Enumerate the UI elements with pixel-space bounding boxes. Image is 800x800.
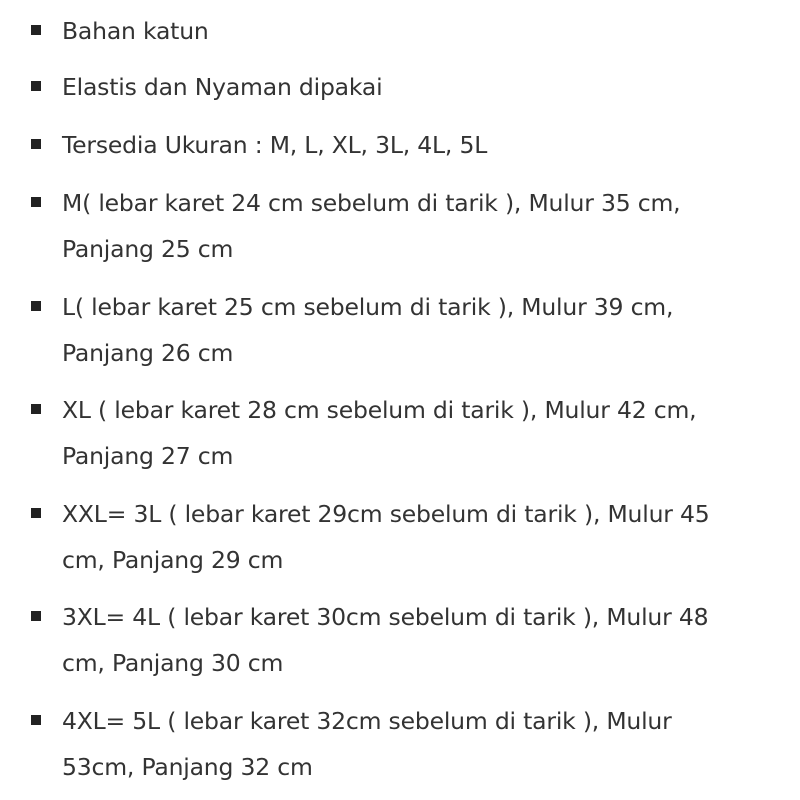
list-item-line: XL ( lebar karet 28 cm sebelum di tarik ), Mulur 42 cm, xyxy=(62,396,697,424)
list-item-line: M( lebar karet 24 cm sebelum di tarik ), Mulur 35 cm, xyxy=(62,189,681,217)
list-item-line: XXL= 3L ( lebar karet 29cm sebelum di tarik ), Mulur 45 xyxy=(62,500,710,528)
list-item-line: 4XL= 5L ( lebar karet 32cm sebelum di tarik ), Mulur xyxy=(62,707,672,735)
list-item-line: 53cm, Panjang 32 cm xyxy=(62,753,313,781)
list-item-text xyxy=(62,64,762,110)
list-item-line: cm, Panjang 30 cm xyxy=(62,649,284,677)
list-item-line: cm, Panjang 29 cm xyxy=(62,546,284,574)
list-item-text xyxy=(62,698,762,790)
list-item-line: Panjang 27 cm xyxy=(62,442,234,470)
list-item-line: Elastis dan Nyaman dipakai xyxy=(62,73,383,101)
square-bullet-icon xyxy=(31,25,41,35)
list-item-line: Tersedia Ukuran : M, L, XL, 3L, 4L, 5L xyxy=(62,131,488,159)
square-bullet-icon xyxy=(31,139,41,149)
list-item-text xyxy=(62,491,762,583)
square-bullet-icon xyxy=(31,508,41,518)
list-item-line: Bahan katun xyxy=(62,17,209,45)
list-item-text xyxy=(62,180,762,272)
list-item-text xyxy=(62,387,762,479)
square-bullet-icon xyxy=(31,301,41,311)
list-item-line: Panjang 26 cm xyxy=(62,339,234,367)
square-bullet-icon xyxy=(31,404,41,414)
list-item-line: 3XL= 4L ( lebar karet 30cm sebelum di tarik ), Mulur 48 xyxy=(62,603,709,631)
list-item-line: Panjang 25 cm xyxy=(62,235,234,263)
list-item-line: L( lebar karet 25 cm sebelum di tarik ), Mulur 39 cm, xyxy=(62,293,674,321)
list-item-text xyxy=(62,284,762,376)
square-bullet-icon xyxy=(31,81,41,91)
square-bullet-icon xyxy=(31,611,41,621)
square-bullet-icon xyxy=(31,715,41,725)
list-item-text xyxy=(62,594,762,686)
list-item-text xyxy=(62,122,762,168)
square-bullet-icon xyxy=(31,197,41,207)
list-item-text xyxy=(62,8,762,54)
